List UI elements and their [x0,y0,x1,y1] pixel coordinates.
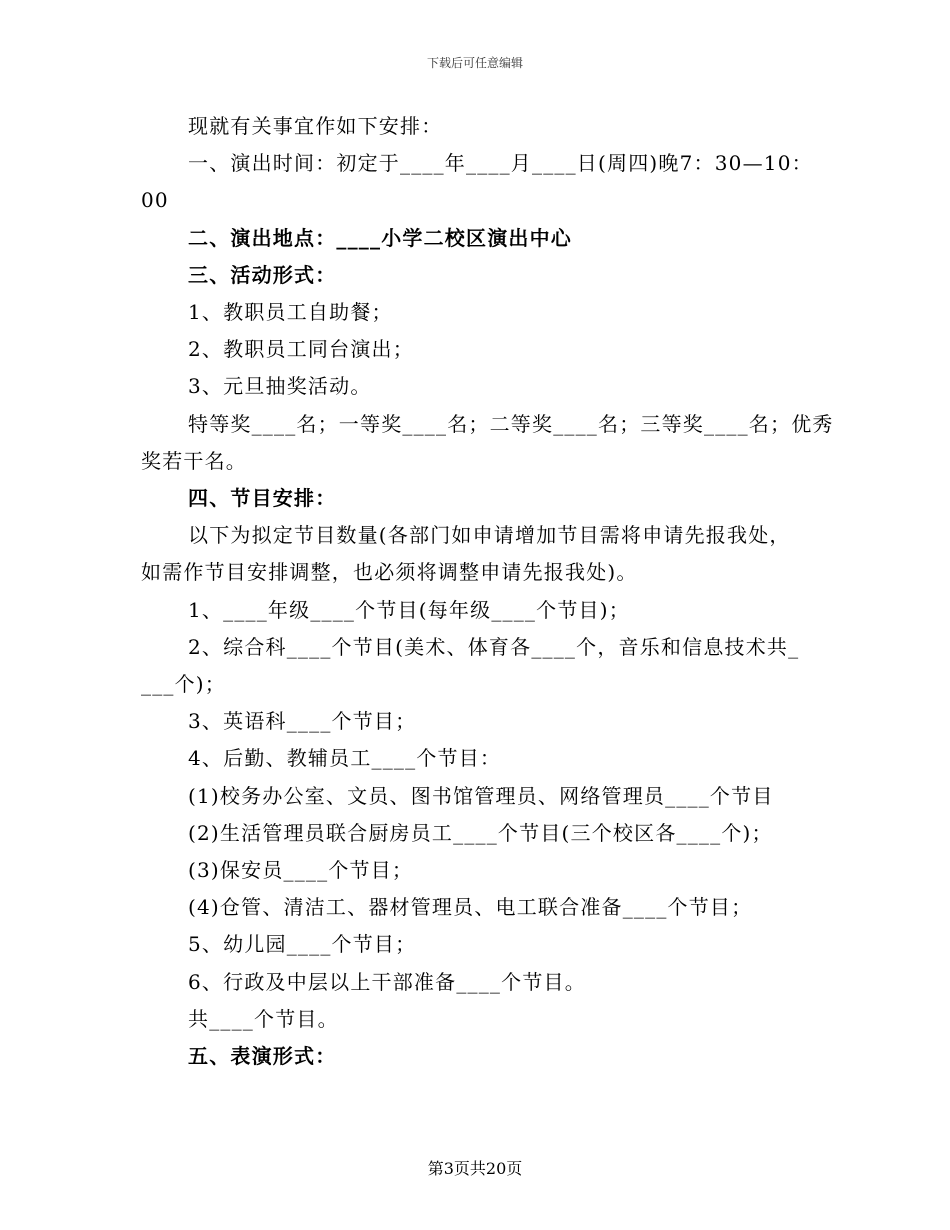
paragraph-line: 共____个节目。 [188,1006,339,1031]
page-footer: 第3页共20页 [427,1159,523,1178]
paragraph-line: 3、元旦抽奖活动。 [188,374,372,399]
section-heading: 四、节目安排： [188,486,337,510]
paragraph-line: ___个)； [141,672,227,696]
paragraph-line: (4)仓管、清洁工、器材管理员、电工联合准备____个节目； [188,895,753,920]
paragraph-line: 现就有关事宜作如下安排： [188,114,443,138]
paragraph-line: (2)生活管理员联合厨房员工____个节目(三个校区各____个)； [188,820,773,845]
paragraph-line: 2、教职员工同台演出； [188,337,414,362]
paragraph-line: 一、演出时间：初定于____年____月____日(周四)晚7：30—10： [188,151,813,176]
paragraph-line: 特等奖____名；一等奖____名；二等奖____名；三等奖____名；优秀 [188,411,834,436]
paragraph-line: 奖若干名。 [141,448,247,473]
paragraph-line: (3)保安员____个节目； [188,858,414,882]
section-heading: 五、表演形式： [188,1044,337,1068]
paragraph-line: 4、后勤、教辅员工____个节目： [188,746,502,771]
section-heading: 三、活动形式： [188,262,337,287]
paragraph-line: 00 [141,188,169,213]
section-heading: 二、演出地点：____小学二校区演出中心 [188,225,572,250]
paragraph-line: 1、教职员工自助餐； [188,300,393,324]
paragraph-line: (1)校务办公室、文员、图书馆管理员、网络管理员____个节目 [188,783,774,808]
paragraph-line: 如需作节目安排调整，也必须将调整申请先报我处)。 [141,560,638,585]
paragraph-line: 1、____年级____个节目(每年级____个节目)； [188,597,630,622]
paragraph-line: 2、综合科____个节目(美术、体育各____个，音乐和信息技术共_ [188,634,800,659]
page-header: 下载后可任意编辑 [426,56,523,70]
paragraph-line: 以下为拟定节目数量(各部门如申请增加节目需将申请先报我处， [188,523,791,548]
paragraph-line: 6、行政及中层以上干部准备____个节目。 [188,969,586,994]
paragraph-line: 5、幼儿园____个节目； [188,932,417,957]
paragraph-line: 3、英语科____个节目； [188,709,417,734]
